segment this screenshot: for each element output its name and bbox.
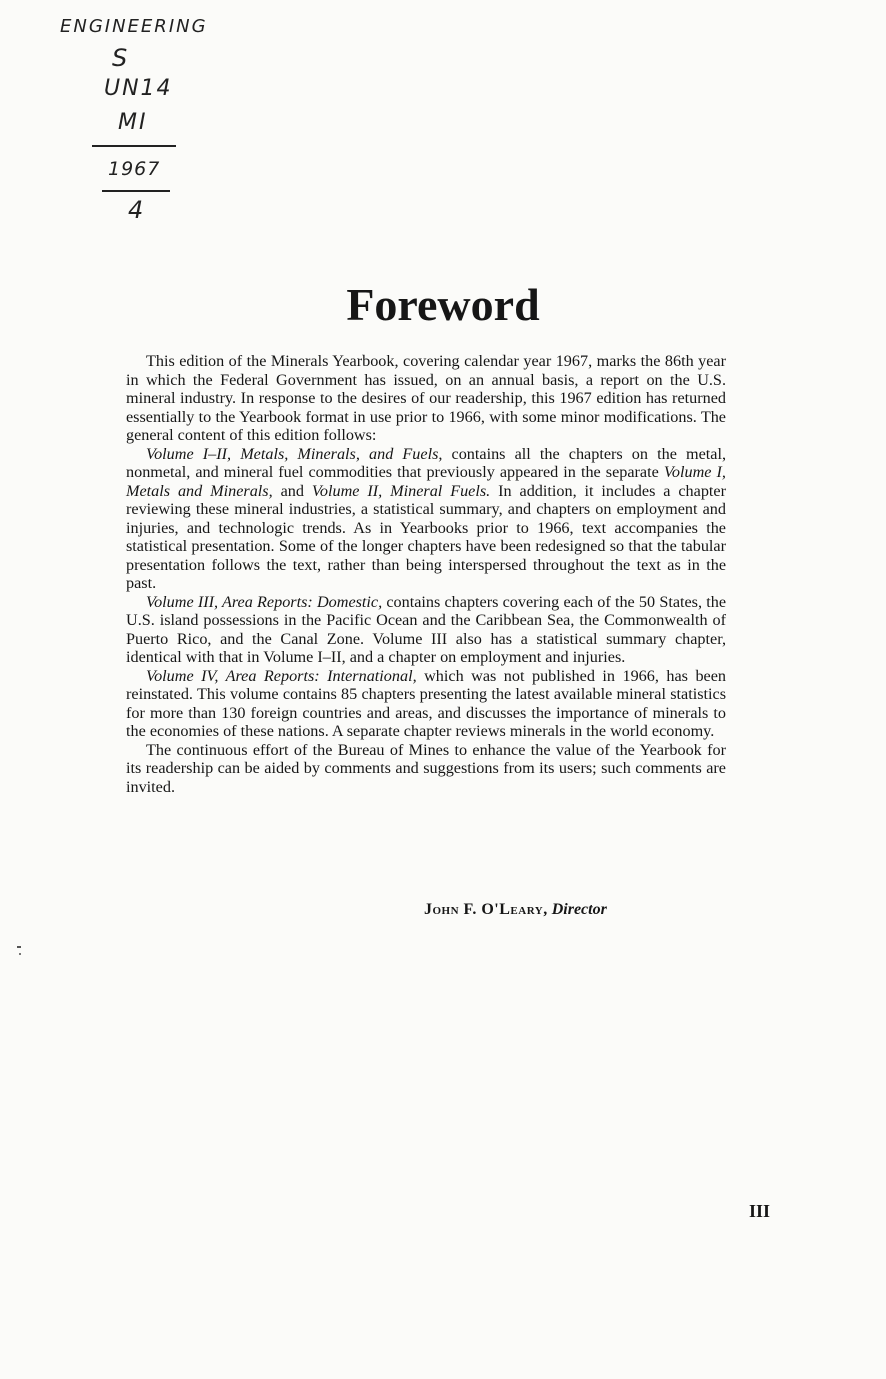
foreword-paragraph bbox=[126, 445, 726, 593]
text-run: contains all the chapters on the metal, nonmetal, and mineral fuel commodities that previously appeared in the separate bbox=[126, 444, 727, 481]
handwritten-note-engineering: ENGINEERING bbox=[60, 16, 208, 37]
handwritten-note-number: 4 bbox=[128, 196, 144, 224]
foreword-paragraph bbox=[126, 741, 726, 797]
handwritten-note-mi: MI bbox=[118, 110, 148, 135]
volume-title-run: Volume I, Metals and Minerals, bbox=[126, 463, 726, 500]
text-run: This edition of the Minerals Yearbook, covering calendar year 1967, marks the 86th year in which the Federal Government has issued, on an annual basis, a report on the U.S. mineral industry. In response to the desires of our readership, this 1967 edition has returned essentially to the Yearbook format in use prior to 1966, with some minor modifications. The general content of this edition follows: bbox=[126, 352, 726, 444]
handwritten-note-year: 1967 bbox=[108, 158, 161, 180]
handwritten-underline bbox=[92, 145, 176, 147]
foreword-paragraph bbox=[126, 593, 726, 667]
volume-title-run: Volume II, Mineral Fuels. bbox=[311, 481, 491, 500]
text-run: The continuous effort of the Bureau of Mines to enhance the value of the Yearbook for its readership can be aided by comments and suggestions from its users; such comments are invited. bbox=[126, 740, 726, 796]
volume-title-run: Volume III, Area Reports: Domestic, bbox=[146, 592, 383, 611]
scan-speck bbox=[19, 953, 21, 955]
page-title: Foreword bbox=[346, 279, 540, 330]
page-number: III bbox=[749, 1201, 771, 1221]
text-run: contains chapters covering each of the 50 States, the U.S. island possessions in the Pacific Ocean and the Caribbean Sea, the Commonwealth of Puerto Rico, and the Canal Zone. Volume III also has a statistical summary chapter, identical with that in Volume I–II, and a chapter on employment and injuries. bbox=[126, 592, 727, 666]
scan-speck bbox=[17, 946, 21, 948]
signature-block bbox=[424, 901, 607, 919]
text-run: In addition, it includes a chapter reviewing these mineral industries, a statistical summary, and chapters on employment and injuries, and technologic trends. As in Yearbooks prior to 1966, text accompanies the statistical presentation. Some of the longer chapters have been redesigned so that the tabular presentation follows the text, rather than being interspersed throughout the text as in the past. bbox=[126, 481, 726, 592]
handwritten-underline bbox=[102, 190, 170, 192]
volume-title-run: Volume IV, Area Reports: International, bbox=[146, 666, 417, 685]
volume-title-run: Volume I–II, Metals, Minerals, and Fuels, bbox=[146, 444, 443, 463]
text-run: and bbox=[272, 481, 312, 500]
text-run: which was not published in 1966, has been reinstated. This volume contains 85 chapters presenting the latest available mineral statistics for more than 130 foreign countries and areas, and discusses the importance of minerals to the economies of these nations. A separate chapter reviews minerals in the world economy. bbox=[126, 666, 727, 740]
signature-name: John F. O'Leary, bbox=[424, 901, 548, 918]
signature-title: Director bbox=[551, 901, 607, 918]
foreword-paragraph bbox=[126, 352, 726, 445]
foreword-paragraph bbox=[126, 667, 726, 741]
handwritten-note-s: S bbox=[112, 44, 128, 72]
foreword-body bbox=[126, 352, 726, 796]
handwritten-note-un14: UN14 bbox=[104, 76, 173, 101]
